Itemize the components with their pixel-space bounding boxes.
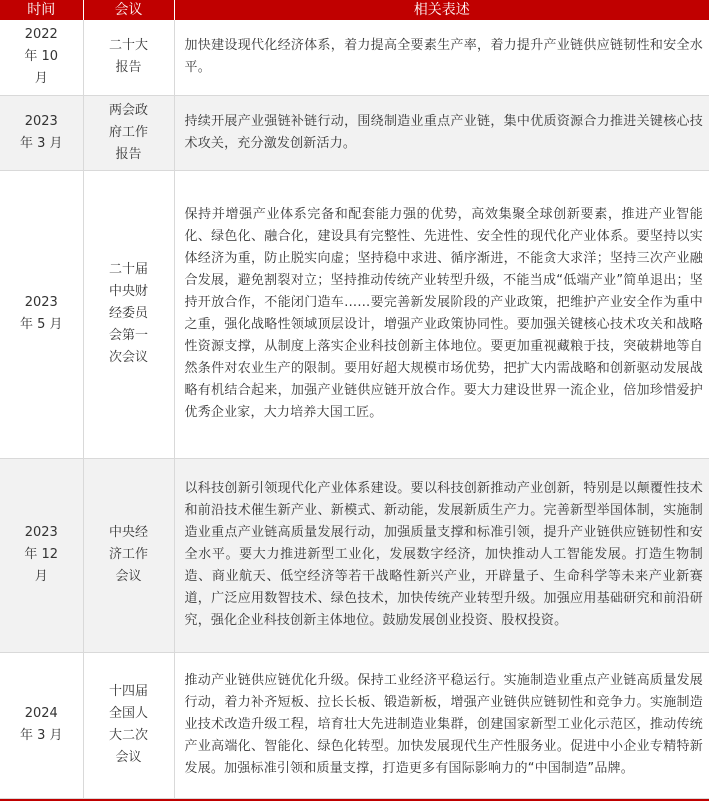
- row-statement: 加快建设现代化经济体系，着力提高全要素生产率，着力提升产业链供应链韧性和安全水平。: [174, 20, 709, 95]
- row-time: 2024 年 3 月: [0, 652, 83, 798]
- table-row: [0, 170, 709, 458]
- row-statement: 以科技创新引领现代化产业体系建设。要以科技创新推动产业创新，特别是以颠覆性技术和前沿技术催生新产业、新模式、新动能，发展新质生产力。完善新型举国体制，实施制造业重点产业链高质量发展行动，加强质量支撑和标准引领，提升产业链供应链韧性和安全水平。要大力推进新型工业化，发展数字经济，加快推动人工智能发展。打造生物制造、商业航天、低空经济等若干战略性新兴产业，开辟量子、生命科学等未来产业新赛道，广泛应用数智技术、绿色技术，加快传统产业转型升级。加强应用基础研究和前沿研究，强化企业科技创新主体地位。鼓励发展创业投资、股权投资。: [174, 458, 709, 652]
- table-row: [0, 95, 709, 170]
- row-time: 2023 年 5 月: [0, 170, 83, 458]
- row-meeting: 中央经 济工作 会议: [83, 458, 174, 652]
- row-time: 2023 年 12 月: [0, 458, 83, 652]
- bottom-rule: [0, 799, 709, 801]
- row-meeting: 两会政 府工作 报告: [83, 95, 174, 170]
- row-statement: 推动产业链供应链优化升级。保持工业经济平稳运行。实施制造业重点产业链高质量发展行动，着力补齐短板、拉长长板、锻造新板，增强产业链供应链韧性和竞争力。实施制造业技术改造升级工程，培育壮大先进制造业集群，创建国家新型工业化示范区，推动传统产业高端化、智能化、绿色化转型。加快发展现代生产性服务业。促进中小企业专精特新发展。加强标准引领和质量支撑，打造更多有国际影响力的“中国制造”品牌。: [174, 652, 709, 798]
- table-row: [0, 20, 709, 95]
- row-time: 2022 年 10 月: [0, 20, 83, 95]
- row-time: 2023 年 3 月: [0, 95, 83, 170]
- row-meeting: 十四届 全国人 大二次 会议: [83, 652, 174, 798]
- header-row: [0, 0, 709, 20]
- header-statement: 相关表述: [174, 0, 709, 20]
- table-row: [0, 458, 709, 652]
- header-meeting: 会议: [83, 0, 174, 20]
- header-time: 时间: [0, 0, 83, 20]
- row-meeting: 二十届 中央财 经委员 会第一 次会议: [83, 170, 174, 458]
- row-meeting: 二十大 报告: [83, 20, 174, 95]
- row-statement: 保持并增强产业体系完备和配套能力强的优势，高效集聚全球创新要素，推进产业智能化、绿色化、融合化，建设具有完整性、先进性、安全性的现代化产业体系。要坚持以实体经济为重，防止脱实向虚；坚持稳中求进、循序渐进，不能贪大求洋；坚持三次产业融合发展，避免割裂对立；坚持推动传统产业转型升级，不能当成“低端产业”简单退出；坚持开放合作，不能闭门造车……要完善新发展阶段的产业政策，把维护产业安全作为重中之重，强化战略性领域顶层设计，增强产业政策协同性。要加强关键核心技术攻关和战略性资源支撑，从制度上落实企业科技创新主体地位。要更加重视藏粮于技，突破耕地等自然条件对农业生产的限制。要用好超大规模市场优势，把扩大内需战略和创新驱动发展战略有机结合起来，加强产业链供应链开放合作。要大力建设世界一流企业，倍加珍惜爱护优秀企业家，大力培养大国工匠。: [174, 170, 709, 458]
- table-row: [0, 652, 709, 798]
- row-statement: 持续开展产业强链补链行动，围绕制造业重点产业链，集中优质资源合力推进关键核心技术攻关，充分激发创新活力。: [174, 95, 709, 170]
